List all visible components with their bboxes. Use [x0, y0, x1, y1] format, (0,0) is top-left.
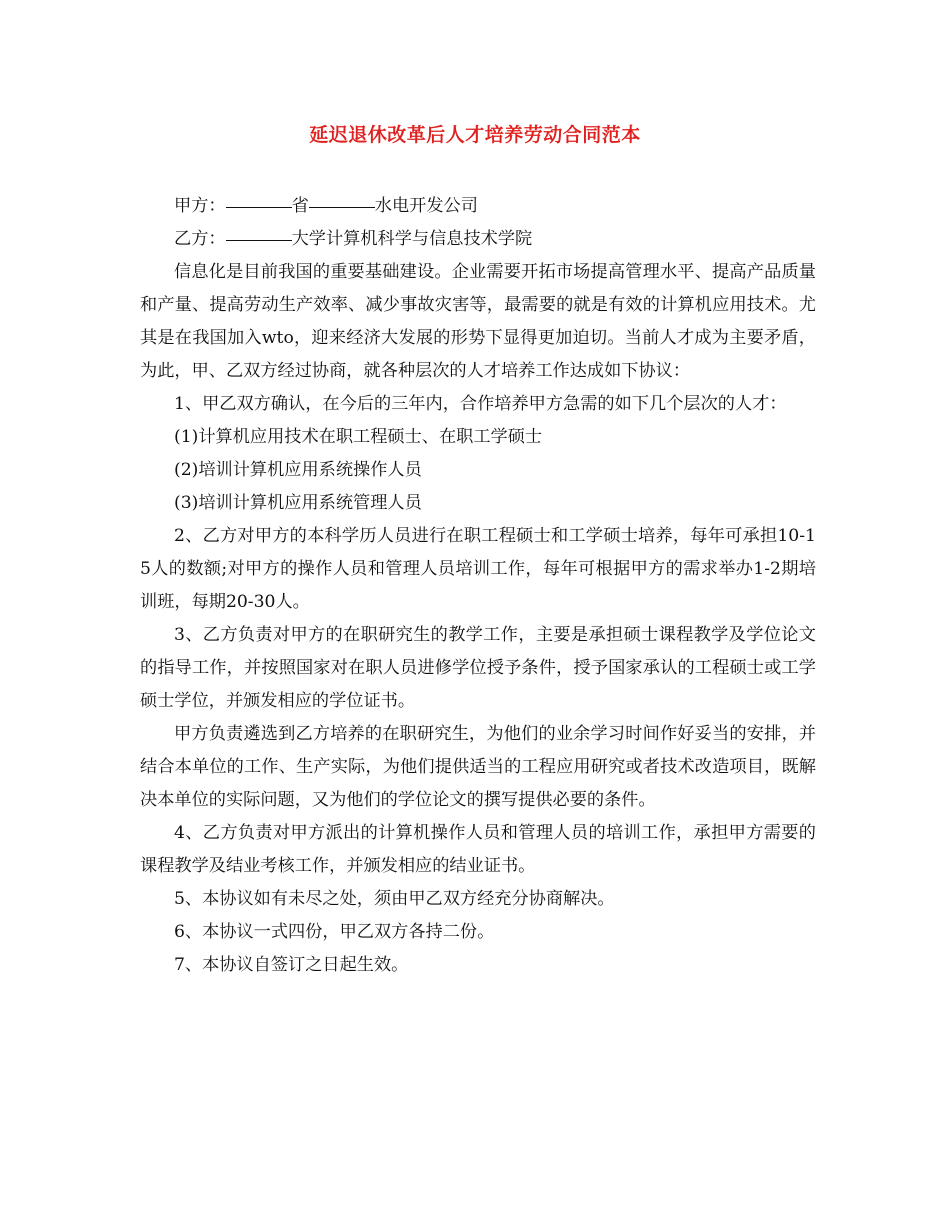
document-body	[140, 190, 816, 982]
party-a-province-blank	[226, 206, 292, 208]
clause-1-item-2: (2)培训计算机应用系统操作人员	[174, 460, 422, 480]
party-a-label: 甲方：	[174, 196, 226, 216]
clause-2: 2、乙方对甲方的本科学历人员进行在职工程硕士和工学硕士培养，每年可承担10-15人的数额;对甲方的操作人员和管理人员培训工作，每年可根据甲方的需求举办1-2期培训班，每期20-30人。	[140, 526, 816, 612]
clause-1-item-1: (1)计算机应用技术在职工程硕士、在职工学硕士	[174, 427, 543, 447]
clause-5: 5、本协议如有未尽之处，须由甲乙双方经充分协商解决。	[174, 889, 615, 909]
clause-4: 4、乙方负责对甲方派出的计算机操作人员和管理人员的培训工作，承担甲方需要的课程教学及结业考核工作，并颁发相应的结业证书。	[140, 823, 816, 876]
party-a-line	[140, 190, 816, 223]
document-title: 延迟退休改革后人才培养劳动合同范本	[309, 124, 641, 146]
party-a-mid: 省	[291, 196, 309, 216]
clause-1: 1、甲乙双方确认，在今后的三年内，合作培养甲方急需的如下几个层次的人才：	[174, 394, 787, 414]
party-a-company-blank	[309, 206, 375, 208]
clause-6: 6、本协议一式四份，甲乙双方各持二份。	[174, 922, 495, 942]
clause-7: 7、本协议自签订之日起生效。	[174, 955, 409, 975]
party-b-suffix: 大学计算机科学与信息技术学院	[291, 229, 533, 249]
clause-1-item-3: (3)培训计算机应用系统管理人员	[174, 493, 422, 513]
clause-3-extra: 甲方负责遴选到乙方培养的在职研究生，为他们的业余学习时间作好妥当的安排，并结合本单位的工作、生产实际，为他们提供适当的工程应用研究或者技术改造项目，既解决本单位的实际问题，又为他们的学位论文的撰写提供必要的条件。	[140, 724, 816, 810]
party-b-label: 乙方：	[174, 229, 226, 249]
party-b-university-blank	[226, 239, 292, 241]
clause-3: 3、乙方负责对甲方的在职研究生的教学工作，主要是承担硕士课程教学及学位论文的指导工作，并按照国家对在职人员进修学位授予条件，授予国家承认的工程硕士或工学硕士学位，并颁发相应的学位证书。	[140, 625, 816, 711]
intro-paragraph: 信息化是目前我国的重要基础建设。企业需要开拓市场提高管理水平、提高产品质量和产量、提高劳动生产效率、减少事故灾害等，最需要的就是有效的计算机应用技术。尤其是在我国加入wto，迎来经济大发展的形势下显得更加迫切。当前人才成为主要矛盾，为此，甲、乙双方经过协商，就各种层次的人才培养工作达成如下协议：	[140, 262, 816, 381]
party-b-line	[140, 223, 816, 256]
party-a-suffix: 水电开发公司	[374, 196, 478, 216]
